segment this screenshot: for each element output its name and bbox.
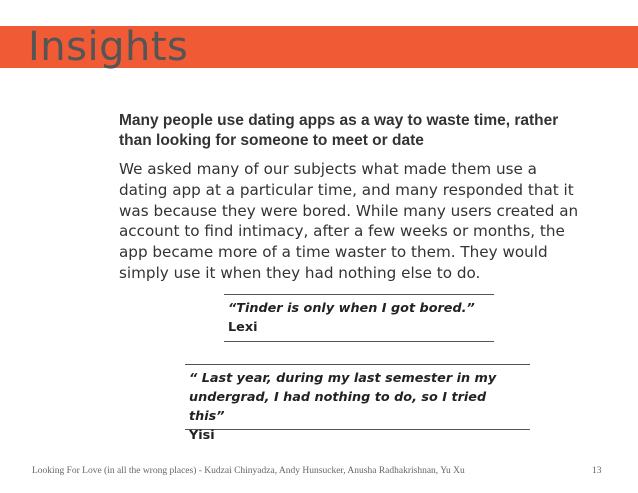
insight-headline: Many people use dating apps as a way to waste time, rather than looking for someone to meet or date [119,112,559,149]
quote-lexi [224,294,494,342]
page-number: 13 [592,466,602,476]
slide-footer: Looking For Love (in all the wrong places) - Kudzai Chinyadza, Andy Hunsucker, Anusha Radhakrishnan, Yu Xu [32,466,465,476]
insight-body: We asked many of our subjects what made them use a dating app at a particular time, and many responded that it was because they were bored. While many users created an account to find intimacy, after a few weeks or months, the app became more of a time waster to them. They would simply use it when they had nothing else to do. [119,160,579,282]
quote-author: Yisi [189,428,215,443]
slide-title: Insights [28,24,189,70]
quote-yisi [185,364,530,443]
quote-text: “ Last year, during my last semester in my undergrad, I had nothing to do, so I tried this” [189,371,497,424]
quote-text: “Tinder is only when I got bored.” [228,301,475,316]
quote-author: Lexi [228,320,258,335]
main-content [119,111,589,284]
